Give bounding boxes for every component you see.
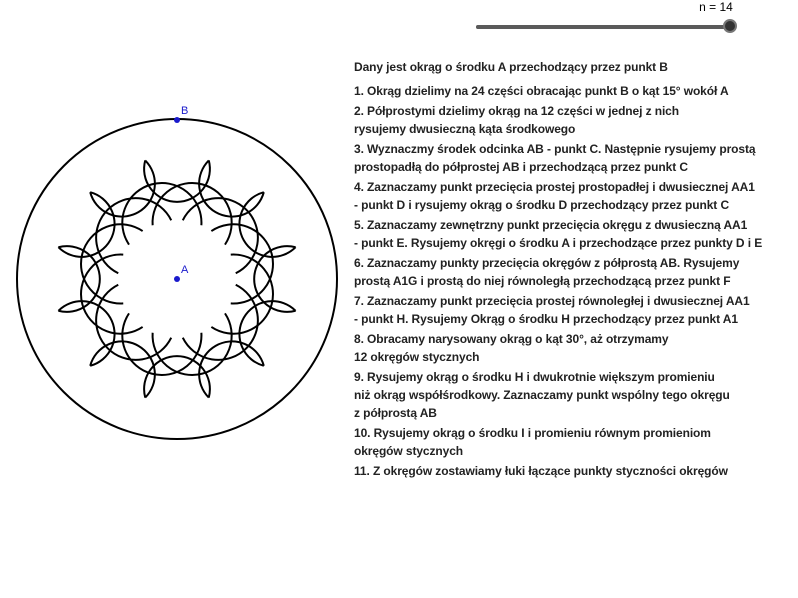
- petal-arc: [90, 160, 155, 216]
- inner-petal-arc: [96, 285, 171, 360]
- step-9: 9. Rysujemy okrąg o środku H i dwukrotnie większym promieniu niż okrąg współśrodkowy. Zaznaczamy punkt wspólny tego okręgu z półprostą AB: [354, 370, 730, 420]
- point-a-label: A: [181, 264, 189, 276]
- inner-petal-arc: [96, 198, 171, 273]
- petal-arc: [58, 192, 114, 257]
- petal-arc: [199, 160, 264, 216]
- step-3: 3. Wyznaczmy środek odcinka AB - punkt C. Następnie rysujemy prostą prostopadłą do półprostej AB i przechodzącą przez punkt C: [354, 142, 756, 174]
- point-b[interactable]: [174, 117, 180, 123]
- petal-arc: [58, 301, 114, 366]
- petal-arc: [199, 341, 264, 397]
- step-1: 1. Okrąg dzielimy na 24 części obracając punkt B o kąt 15° wokół A: [354, 84, 729, 98]
- n-slider[interactable]: [476, 0, 746, 42]
- step-11: 11. Z okręgów zostawiamy łuki łączące punkty styczności okręgów: [354, 464, 728, 478]
- step-8: 8. Obracamy narysowany okrąg o kąt 30°, aż otrzymamy 12 okręgów stycznych: [354, 332, 669, 364]
- step-6: 6. Zaznaczamy punkty przecięcia okręgów z półprostą AB. Rysujemy prostą A1G i prostą do niej równoległą przechodzącą przez punkt F: [354, 256, 740, 288]
- step-2: 2. Półprostymi dzielimy okrąg na 12 części w jednej z nich rysujemy dwusieczną kąta środkowego: [354, 104, 679, 136]
- point-a[interactable]: [174, 276, 180, 282]
- inner-petal-arc: [183, 198, 258, 273]
- slider-fill: [476, 25, 730, 29]
- slider-label: n = 14: [699, 0, 733, 14]
- step-10: 10. Rysujemy okrąg o środku I i promieniu równym promieniom okręgów stycznych: [354, 426, 711, 458]
- step-7: 7. Zaznaczamy punkt przecięcia prostej równoległej i dwusiecznej AA1 - punkt H. Rysujemy Okrąg o środku H przechodzący przez punkt A1: [354, 294, 750, 326]
- steps-heading: Dany jest okrąg o środku A przechodzący przez punkt B: [354, 60, 668, 74]
- petal-arc: [90, 341, 155, 397]
- inner-petal-arc: [183, 285, 258, 360]
- slider-track[interactable]: [476, 25, 730, 29]
- step-4: 4. Zaznaczamy punkt przecięcia prostej prostopadłej i dwusiecznej AA1 - punkt D i rysujemy okrąg o środku D przechodzący przez punkt C: [354, 180, 755, 212]
- construction-steps: [354, 58, 774, 480]
- petal-arc: [239, 192, 295, 257]
- point-b-label: B: [181, 105, 189, 117]
- petal-arc: [239, 301, 295, 366]
- geometry-canvas: [0, 90, 345, 460]
- slider-knob[interactable]: [723, 19, 737, 33]
- step-5: 5. Zaznaczamy zewnętrzny punkt przecięcia okręgu z dwusieczną AA1 - punkt E. Rysujemy okręgi o środku A i przechodzące przez punkty D i E: [354, 218, 763, 250]
